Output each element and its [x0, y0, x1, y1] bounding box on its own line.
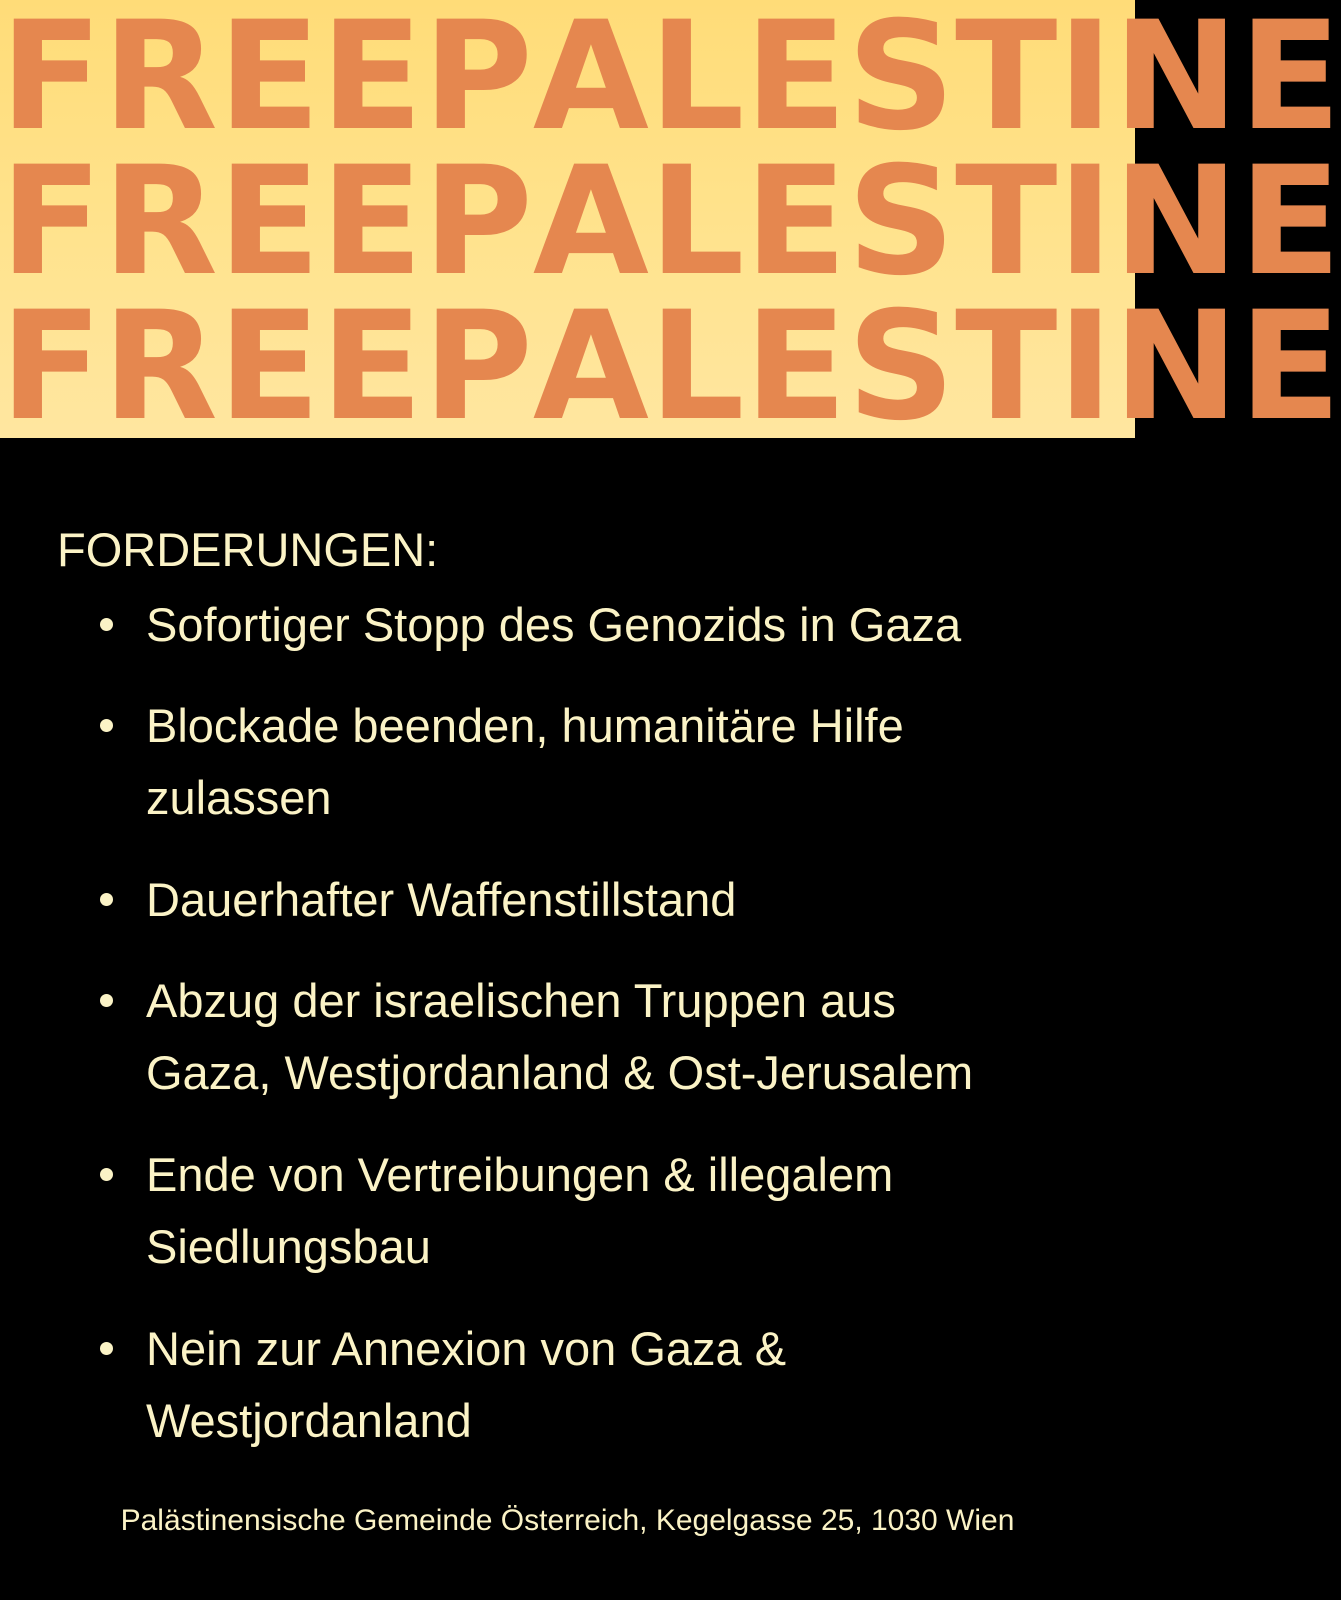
- banner-letter: N: [1113, 135, 1239, 309]
- demand-text: Dauerhafter Waffenstillstand: [146, 873, 737, 926]
- demands-heading: FORDERUNGEN:: [57, 523, 439, 576]
- banner-line-2: [0, 135, 1341, 309]
- banner-letter: L: [648, 135, 745, 309]
- banner-letter: E: [217, 135, 321, 309]
- banner-letter: E: [320, 280, 423, 454]
- banner-letter: E: [1238, 135, 1341, 309]
- bullet-icon: [100, 719, 113, 732]
- banner-letter: T: [955, 135, 1058, 309]
- banner-letter: E: [744, 280, 848, 454]
- bullet-icon: [100, 1168, 113, 1181]
- banner-letter: R: [102, 135, 218, 309]
- demand-text: Abzug der israelischen Truppen aus: [146, 974, 896, 1027]
- banner-letter: I: [1057, 280, 1114, 454]
- demand-text: Siedlungsbau: [146, 1220, 431, 1273]
- bullet-icon: [100, 618, 113, 631]
- banner-letter: T: [955, 0, 1058, 164]
- demand-text: Blockade beenden, humanitäre Hilfe: [146, 699, 904, 752]
- banner-letter: F: [0, 280, 103, 454]
- bullet-icon: [100, 1342, 113, 1355]
- banner-letter: E: [1238, 280, 1341, 454]
- banner-letter: N: [1113, 280, 1239, 454]
- banner-letter: P: [422, 135, 533, 309]
- organization-address: Palästinensische Gemeinde Österreich, Kegelgasse 25, 1030 Wien: [120, 1504, 1015, 1537]
- banner-letter: A: [532, 0, 649, 164]
- banner-letter: A: [532, 280, 649, 454]
- banner-letter: E: [217, 280, 321, 454]
- banner-letter: E: [1238, 0, 1341, 164]
- banner-letter: N: [1113, 0, 1239, 164]
- banner-letter: E: [744, 135, 848, 309]
- banner-letter: E: [744, 0, 848, 164]
- demand-text: Sofortiger Stopp des Genozids in Gaza: [146, 598, 962, 651]
- demand-text: Ende von Vertreibungen & illegalem: [146, 1148, 894, 1201]
- banner-letter: S: [847, 0, 956, 164]
- banner-letter: E: [320, 0, 423, 164]
- demand-text: Westjordanland: [146, 1394, 472, 1447]
- banner-letter: P: [422, 0, 533, 164]
- banner-letter: E: [217, 0, 321, 164]
- banner-letter: E: [320, 135, 423, 309]
- banner-letter: F: [0, 135, 103, 309]
- free-palestine-banner: [0, 0, 1341, 454]
- banner-letter: L: [648, 0, 745, 164]
- banner-letter: R: [102, 0, 218, 164]
- banner-line-1: [0, 0, 1341, 164]
- banner-letter: I: [1057, 135, 1114, 309]
- banner-letter: T: [955, 280, 1058, 454]
- banner-letter: P: [422, 280, 533, 454]
- banner-letter: S: [847, 280, 956, 454]
- bullet-icon: [100, 994, 113, 1007]
- banner-letter: S: [847, 135, 956, 309]
- banner-letter: R: [102, 280, 218, 454]
- banner-letter: F: [0, 0, 103, 164]
- banner-line-3: [0, 280, 1341, 454]
- banner-letter: I: [1057, 0, 1114, 164]
- demand-text: zulassen: [146, 771, 332, 824]
- demand-text: Nein zur Annexion von Gaza &: [146, 1322, 787, 1375]
- banner-letter: A: [532, 135, 649, 309]
- bullet-icon: [100, 893, 113, 906]
- banner-letter: L: [648, 280, 745, 454]
- demand-text: Gaza, Westjordanland & Ost-Jerusalem: [146, 1046, 974, 1099]
